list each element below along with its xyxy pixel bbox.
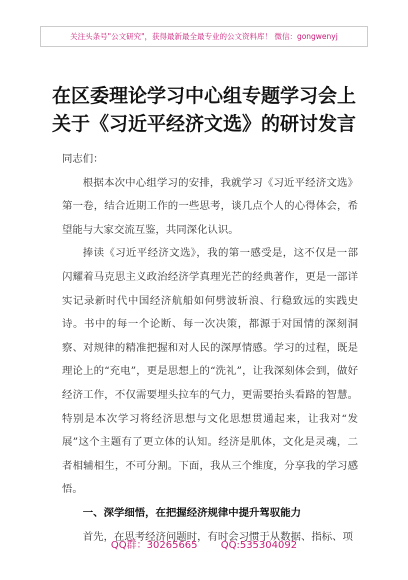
footer-qq: QQ:535304092 xyxy=(220,540,298,551)
title-line-2: 关于《习近平经济文选》的研讨发言 xyxy=(51,113,356,135)
section-heading-1: 一、深学细悟，在把握经济规律中提升驾驭能力 xyxy=(82,506,301,519)
footer-contact xyxy=(0,536,408,551)
title-line-1: 在区委理论学习中心组专题学习会上 xyxy=(51,85,356,107)
promo-banner: 关注头条号"公文研究"，获得最新最全最专业的公文资料库！ 微信：gongwenyj xyxy=(40,26,368,47)
document-title xyxy=(0,82,408,138)
paragraph-main: 捧读《习近平经济文选》，我的第一感受是，这不仅是一部闪耀着马克思主义政治经济学真理光芒的经典著作，更是一部详实记录新时代中国经济航船如何劈波斩浪、行稳致远的实践史诗。书中的每一个论断、每一次决策，都源于对国情的深刻洞察、对规律的精准把握和对人民的深厚情感。学习的过程，既是理论上的“充电”，更是思想上的“洗礼”，让我深刻体会到，做好经济工作，不仅需要埋头拉车的气力，更需要抬头看路的智慧。特别是本次学习将经济思想与文化思想贯通起来，让我对“发展”这个主题有了更立体的认知。经济是肌体，文化是灵魂，二者相辅相生，不可分割。下面，我从三个维度，分享我的学习感悟。 xyxy=(62,247,358,496)
document-body xyxy=(62,148,358,549)
paragraph-intro: 根据本次中心组学习的安排，我就学习《习近平经济文选》第一卷，结合近期工作的一些思考，谈几点个人的心得体会，希望能与大家交流互鉴，共同深化认识。 xyxy=(62,176,358,236)
paragraph-section-1: 首先，在思考经济问题时，有时会习惯于从数据、指标、项 xyxy=(82,530,353,543)
footer-qq-group: QQ群：30265665 xyxy=(110,540,198,551)
salutation: 同志们： xyxy=(62,153,104,165)
